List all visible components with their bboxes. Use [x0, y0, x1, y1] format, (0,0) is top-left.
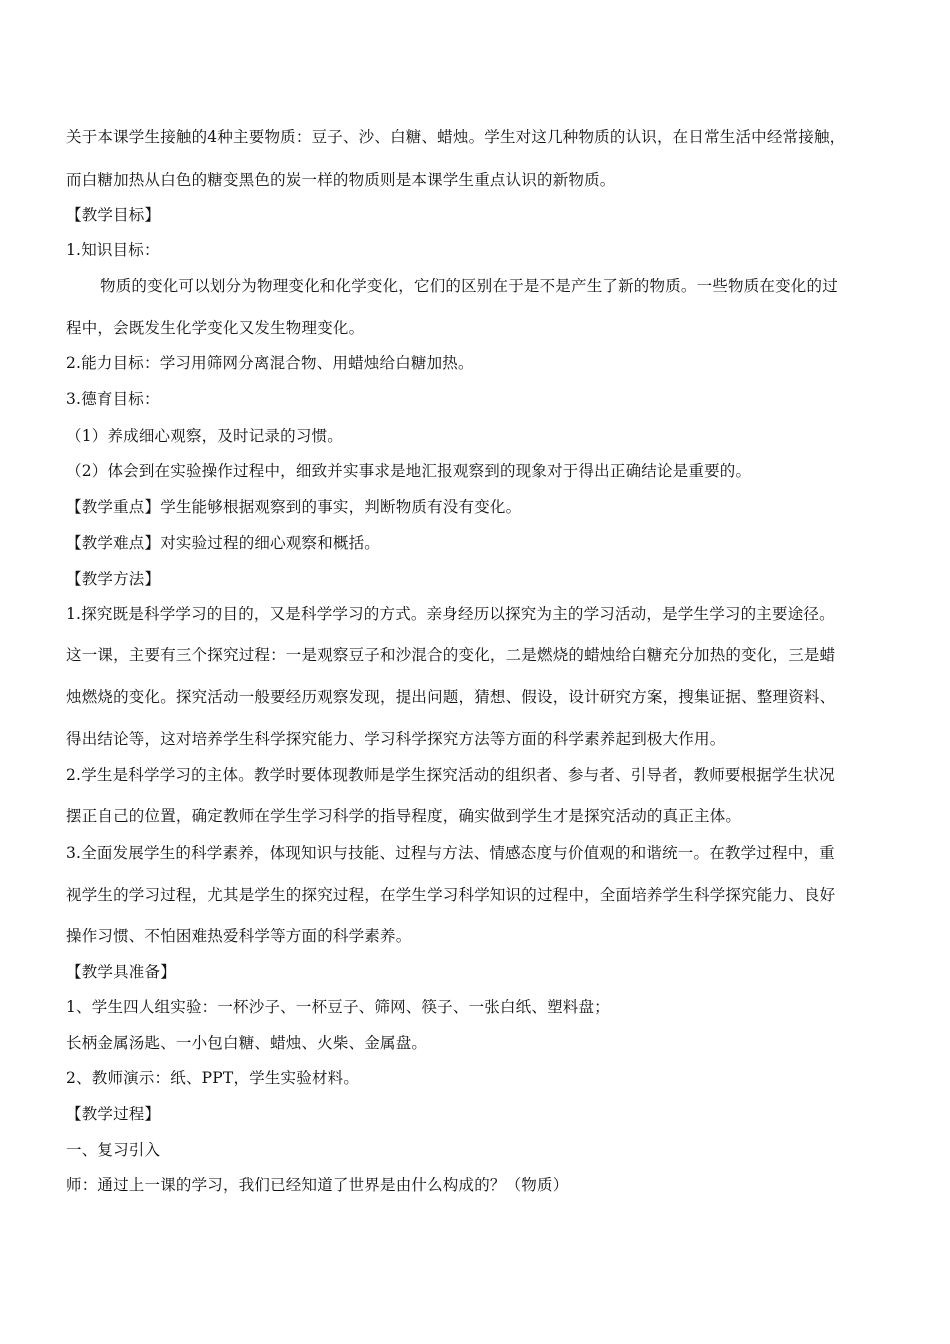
text-line: 物质的变化可以划分为物理变化和化学变化，它们的区别在于是不是产生了新的物质。一些物质在变化的过 [100, 277, 838, 295]
text-line: 3.全面发展学生的科学素养，体现知识与技能、过程与方法、情感态度与价值观的和谐统一。在教学过程中，重 [66, 844, 835, 862]
text-line: （1）养成细心观察，及时记录的习惯。 [66, 427, 343, 445]
section-heading: 【教学过程】 [66, 1105, 161, 1123]
text-line: 操作习惯、不怕困难热爱科学等方面的科学素养。 [66, 927, 412, 945]
text-line: 1.探究既是科学学习的目的，又是科学学习的方式。亲身经历以探究为主的学习活动，是学生学习的主要途径。 [66, 605, 835, 623]
text-line: 烛燃烧的变化。探究活动一般要经历观察发现，提出问题，猜想、假设，设计研究方案，搜集证据、整理资料、 [66, 688, 836, 706]
text-line: 1.知识目标： [66, 241, 160, 259]
section-heading: 【教学方法】 [66, 570, 161, 588]
text-line: 1、学生四人组实验：一杯沙子、一杯豆子、筛网、筷子、一张白纸、塑料盘； [66, 998, 610, 1016]
text-line: 视学生的学习过程，尤其是学生的探究过程，在学生学习科学知识的过程中，全面培养学生科学探究能力、良好 [66, 886, 836, 904]
text-line: 长柄金属汤匙、一小包白糖、蜡烛、火柴、金属盘。 [66, 1034, 428, 1052]
text-line: 3.德育目标： [66, 390, 160, 408]
text-line: 2.能力目标：学习用筛网分离混合物、用蜡烛给白糖加热。 [66, 354, 474, 372]
text-line: 师：通过上一课的学习，我们已经知道了世界是由什么构成的？（物质） [66, 1176, 569, 1194]
text-line: （2）体会到在实验操作过程中，细致并实事求是地汇报观察到的现象对于得出正确结论是重要的。 [66, 462, 752, 480]
text-line: 【教学重点】学生能够根据观察到的事实，判断物质有没有变化。 [66, 498, 522, 516]
text-line: 程中，会既发生化学变化又发生物理变化。 [66, 319, 365, 337]
section-heading: 【教学目标】 [66, 206, 161, 224]
text-line: 2.学生是科学学习的主体。教学时要体现教师是学生探究活动的组织者、参与者、引导者，教师要根据学生状况 [66, 766, 835, 784]
text-line: 这一课，主要有三个探究过程：一是观察豆子和沙混合的变化，二是燃烧的蜡烛给白糖充分加热的变化，三是蜡 [66, 646, 836, 664]
text-line: 得出结论等，这对培养学生科学探究能力、学习科学探究方法等方面的科学素养起到极大作用。 [66, 730, 726, 748]
text-line: 一、复习引入 [66, 1141, 161, 1159]
text-line: 而白糖加热从白色的糖变黑色的炭一样的物质则是本课学生重点认识的新物质。 [66, 171, 616, 189]
text-line: 关于本课学生接触的4种主要物质：豆子、沙、白糖、蜡烛。学生对这几种物质的认识，在日常生活中经常接触， [66, 128, 846, 146]
text-line: 【教学难点】对实验过程的细心观察和概括。 [66, 534, 381, 552]
text-line: 2、教师演示：纸、PPT，学生实验材料。 [66, 1069, 360, 1087]
section-heading: 【教学具准备】 [66, 963, 176, 981]
text-line: 摆正自己的位置，确定教师在学生学习科学的指导程度，确实做到学生才是探究活动的真正主体。 [66, 807, 742, 825]
